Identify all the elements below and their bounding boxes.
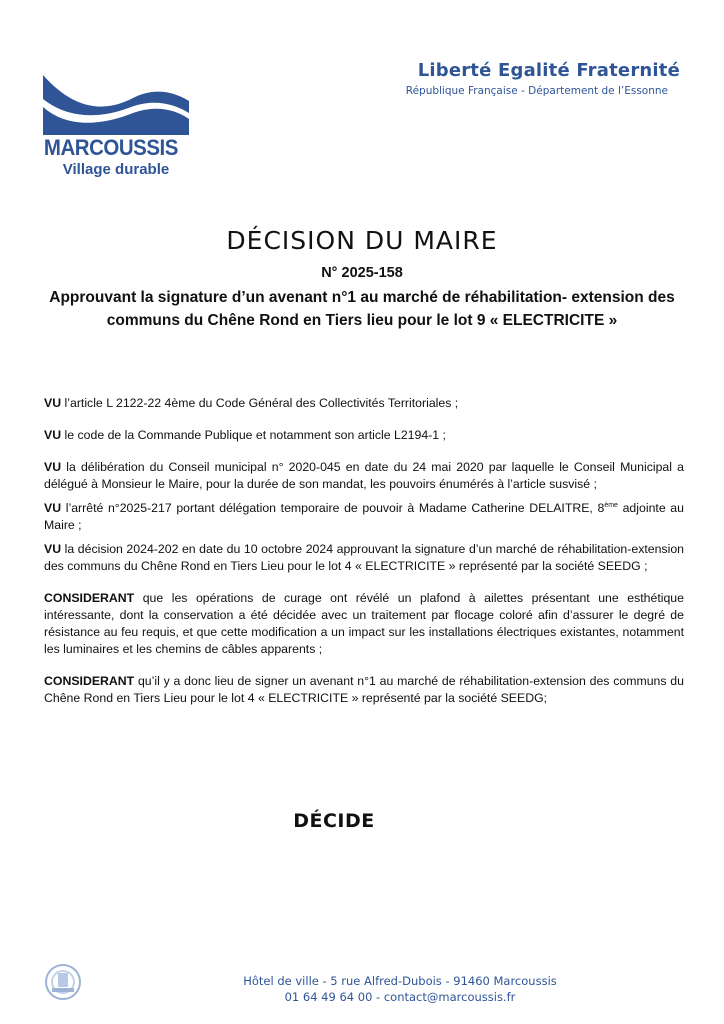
paragraph-keyword: VU bbox=[44, 542, 62, 556]
motto-title: Liberté Egalité Fraternité bbox=[417, 60, 680, 81]
decision-heading: DÉCIDE bbox=[293, 810, 375, 832]
footer-address: Hôtel de ville - 5 rue Alfred-Dubois - 91460 Marcoussis bbox=[243, 974, 557, 988]
republic-header bbox=[360, 60, 680, 97]
paragraph-text: l’arrêté n°2025-217 portant délégation temporaire de pouvoir à Madame Catherine DELAITRE, 8 bbox=[61, 501, 605, 515]
ordinal-suffix: ème bbox=[604, 501, 618, 509]
paragraph-keyword: VU bbox=[44, 396, 62, 410]
paragraph-considerant-2 bbox=[44, 673, 684, 707]
paragraph-vu-1 bbox=[44, 395, 684, 412]
document-title: DÉCISION DU MAIRE bbox=[226, 226, 498, 255]
paragraph-text: l’article L 2122-22 4ème du Code Général des Collectivités Territoriales ; bbox=[61, 396, 459, 410]
logo-tagline: Village durable bbox=[62, 161, 170, 178]
marcoussis-logo bbox=[43, 61, 189, 181]
document-body bbox=[44, 395, 684, 722]
paragraph-text: le code de la Commande Publique et notamment son article L2194-1 ; bbox=[61, 428, 446, 442]
paragraph-considerant-1 bbox=[44, 590, 684, 658]
footer-contact: 01 64 49 64 00 - contact@marcoussis.fr bbox=[284, 990, 516, 1004]
logo-name: MARCOUSSIS bbox=[43, 135, 178, 160]
page-footer bbox=[150, 973, 650, 1005]
paragraph-keyword: VU bbox=[44, 460, 62, 474]
paragraph-vu-5 bbox=[44, 541, 684, 575]
paragraph-vu-2 bbox=[44, 427, 684, 444]
paragraph-keyword: VU bbox=[44, 428, 62, 442]
label-emblem-icon bbox=[44, 963, 82, 1001]
paragraph-text: qu’il y a donc lieu de signer un avenant n°1 au marché de réhabilitation-extension des communs du Chêne Rond en Tiers Lieu pour le lot 4 « ELECTRICITE » représenté par la société SEEDG; bbox=[44, 674, 684, 705]
paragraph-keyword: VU bbox=[44, 501, 62, 515]
paragraph-text-end: adjointe au Maire ; bbox=[44, 501, 684, 532]
decision-number: N° 2025-158 bbox=[321, 265, 403, 281]
paragraph-keyword: CONSIDERANT bbox=[44, 591, 135, 605]
decision-subject: Approuvant la signature d’un avenant n°1 au marché de réhabilitation- extension des communs du Chêne Rond en Tiers lieu pour le lot 9 « ELECTRICITE » bbox=[49, 289, 675, 329]
wave-emblem bbox=[43, 61, 189, 135]
paragraph-keyword: CONSIDERANT bbox=[44, 674, 135, 688]
paragraph-vu-3 bbox=[44, 459, 684, 493]
paragraph-text: que les opérations de curage ont révélé un plafond à ailettes présentant une esthétique intéressante, dont la conservation a été décidée avec un traitement par flocage coloré afin d’assurer le degré de résistance au feu requis, et que cette modification a un impact sur les installations électriques existantes, notamment les luminaires et les chemins de câbles apparents ; bbox=[44, 591, 684, 656]
paragraph-text: la décision 2024-202 en date du 10 octobre 2024 approuvant la signature d’un marché de réhabilitation-extension des communs du Chêne Rond en Tiers Lieu pour le lot 4 « ELECTRICITE » représenté par la société SEEDG ; bbox=[44, 542, 684, 573]
motto-subtitle: République Française - Département de l’Essonne bbox=[405, 85, 668, 97]
paragraph-vu-4 bbox=[44, 500, 684, 534]
paragraph-text: la délibération du Conseil municipal n° 2020-045 en date du 24 mai 2020 par laquelle le Conseil Municipal a délégué à Monsieur le Maire, pour la durée de son mandat, les pouvoirs énumérés à l’article susvisé ; bbox=[44, 460, 684, 491]
